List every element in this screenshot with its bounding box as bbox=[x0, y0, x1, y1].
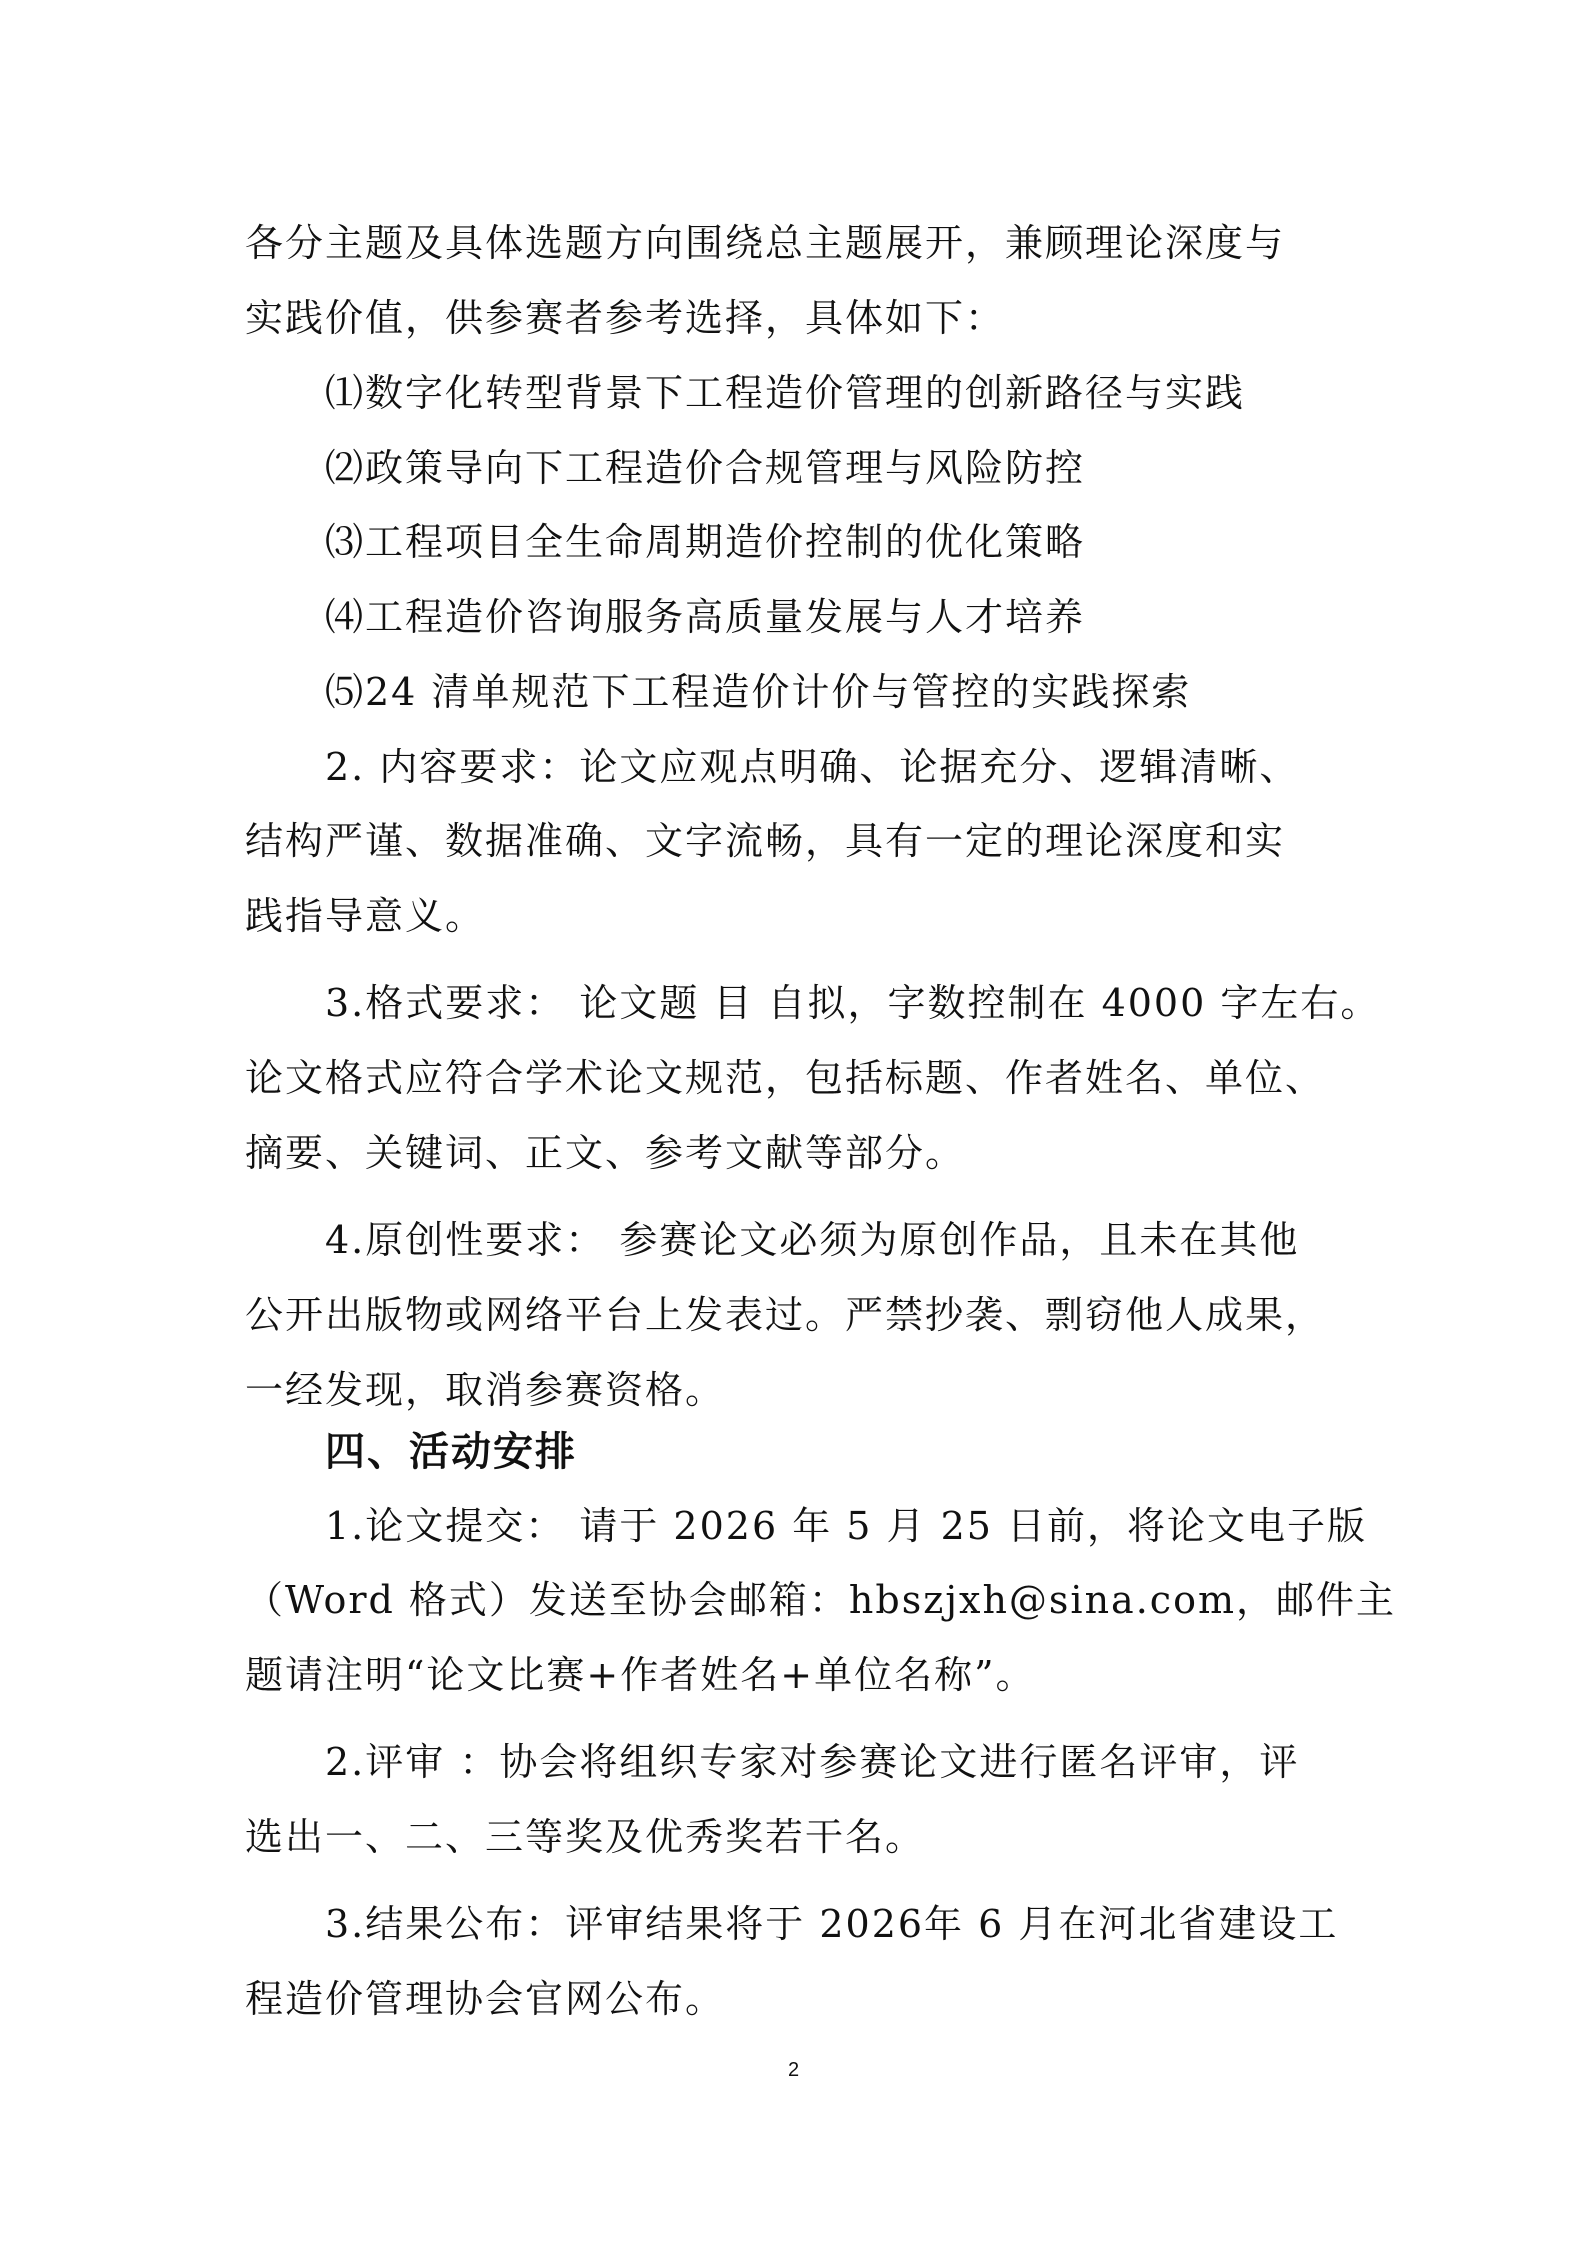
result-line: 程造价管理协会官网公布。 bbox=[245, 1977, 726, 2021]
topic-item-3: ⑶工程项目全生命周期造价控制的优化策略 bbox=[325, 520, 1086, 564]
topic-item-1: ⑴数字化转型背景下工程造价管理的创新路径与实践 bbox=[325, 371, 1246, 415]
paragraph-line: 各分主题及具体选题方向围绕总主题展开，兼顾理论深度与 bbox=[245, 221, 1286, 265]
format-requirement-line: 摘要、关键词、正文、参考文献等部分。 bbox=[245, 1131, 966, 1175]
paragraph-line: 实践价值，供参赛者参考选择，具体如下： bbox=[245, 296, 1006, 340]
topic-item-2: ⑵政策导向下工程造价合规管理与风险防控 bbox=[325, 446, 1086, 490]
content-requirement-line: 践指导意义。 bbox=[245, 894, 486, 938]
section-heading: 四、活动安排 bbox=[325, 1429, 577, 1475]
topic-item-5: ⑸24 清单规范下工程造价计价与管控的实践探索 bbox=[325, 670, 1192, 714]
originality-requirement-line: 4.原创性要求： 参赛论文必须为原创作品，且未在其他 bbox=[325, 1218, 1300, 1262]
format-requirement-line: 3.格式要求： 论文题 目 自拟，字数控制在 4000 字左右。 bbox=[325, 981, 1381, 1025]
topic-item-4: ⑷工程造价咨询服务高质量发展与人才培养 bbox=[325, 595, 1086, 639]
result-line: 3.结果公布：评审结果将于 2026年 6 月在河北省建设工 bbox=[325, 1902, 1339, 1946]
review-line: 2.评审 ：协会将组织专家对参赛论文进行匿名评审，评 bbox=[325, 1740, 1300, 1784]
review-line: 选出一、二、三等奖及优秀奖若干名。 bbox=[245, 1815, 926, 1859]
page-number: 2 bbox=[787, 2059, 800, 2081]
originality-requirement-line: 公开出版物或网络平台上发表过。严禁抄袭、剽窃他人成果， bbox=[245, 1293, 1326, 1337]
originality-requirement-line: 一经发现，取消参赛资格。 bbox=[245, 1368, 726, 1412]
content-requirement-line: 2. 内容要求：论文应观点明确、论据充分、逻辑清晰、 bbox=[325, 745, 1300, 789]
content-requirement-line: 结构严谨、数据准确、文字流畅，具有一定的理论深度和实 bbox=[245, 819, 1286, 863]
submission-line: （Word 格式）发送至协会邮箱：hbszjxh@sina.com，邮件主 bbox=[245, 1578, 1396, 1622]
submission-line: 1.论文提交： 请于 2026 年 5 月 25 日前，将论文电子版 bbox=[325, 1504, 1368, 1548]
submission-line: 题请注明“论文比赛+作者姓名+单位名称”。 bbox=[245, 1653, 1036, 1697]
format-requirement-line: 论文格式应符合学术论文规范，包括标题、作者姓名、单位、 bbox=[245, 1056, 1326, 1100]
